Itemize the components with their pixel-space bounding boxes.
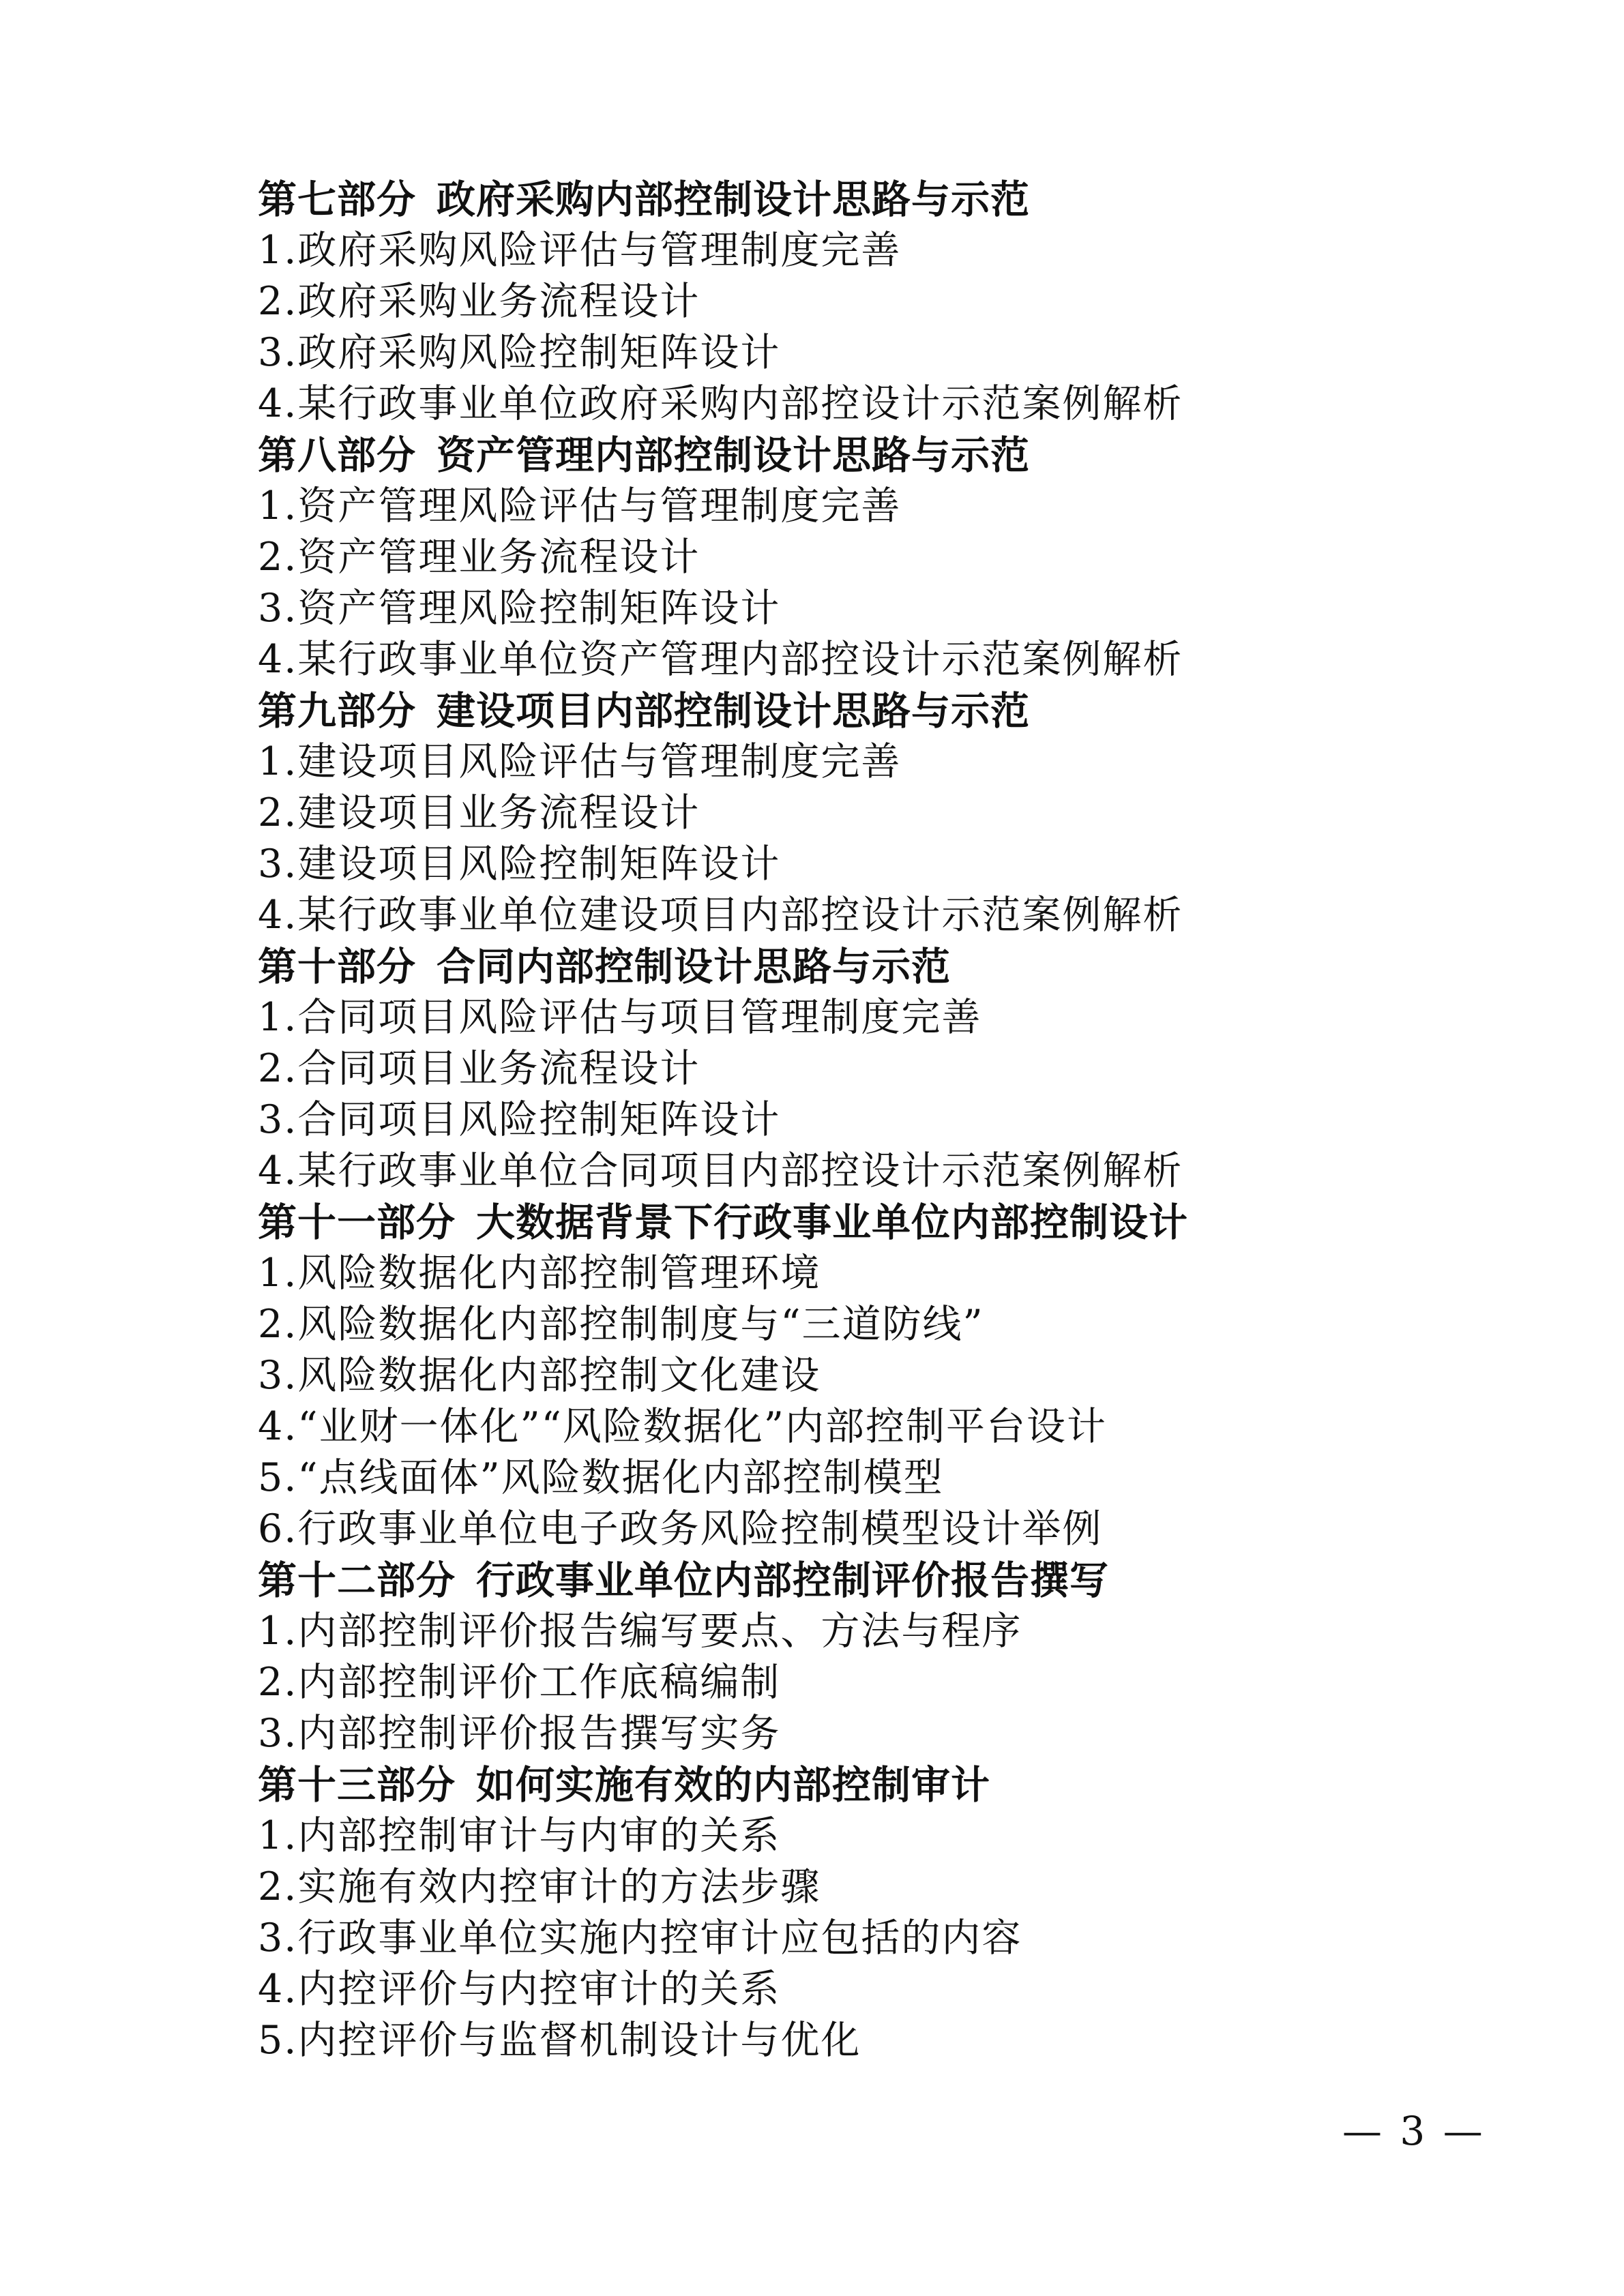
list-item: 5.“点线面体”风险数据化内部控制模型: [258, 1455, 944, 1500]
section-heading: [258, 1197, 1554, 1248]
list-item: 1.资产管理风险评估与管理制度完善: [258, 483, 902, 528]
section-heading: [258, 430, 1554, 481]
list-item: 3.资产管理风险控制矩阵设计: [258, 586, 781, 631]
list-item: 1.内部控制评价报告编写要点、方法与程序: [258, 1609, 1022, 1654]
section-title: 政府采购内部控制设计思路与示范: [437, 177, 1030, 222]
list-item: 2.建设项目业务流程设计: [258, 790, 700, 835]
list-item: 3.合同项目风险控制矩阵设计: [258, 1097, 781, 1142]
list-item: 2.政府采购业务流程设计: [258, 279, 700, 324]
list-item: 4.某行政事业单位政府采购内部控设计示范案例解析: [258, 381, 1183, 426]
section-number: 第十部分: [258, 944, 416, 989]
list-item: 3.政府采购风险控制矩阵设计: [258, 330, 781, 375]
section-title: 如何实施有效的内部控制审计: [476, 1762, 990, 1808]
list-item: 2.风险数据化内部控制制度与“三道防线”: [258, 1302, 984, 1347]
list-item: 5.内控评价与监督机制设计与优化: [258, 2018, 861, 2063]
list-item: 1.政府采购风险评估与管理制度完善: [258, 228, 902, 273]
section-title: 合同内部控制设计思路与示范: [437, 944, 951, 989]
list-item: 2.内部控制评价工作底稿编制: [258, 1660, 781, 1705]
list-item: 2.实施有效内控审计的方法步骤: [258, 1864, 821, 1909]
section-heading: [258, 174, 1554, 225]
section-number: 第九部分: [258, 688, 416, 734]
section-title: 行政事业单位内部控制评价报告撰写: [476, 1557, 1109, 1603]
section-number: 第十三部分: [258, 1762, 456, 1808]
list-item: 1.内部控制审计与内审的关系: [258, 1813, 781, 1858]
page-number: — 3 —: [1342, 2108, 1486, 2154]
list-item: 4.内控评价与内控审计的关系: [258, 1967, 781, 2012]
list-item: 3.内部控制评价报告撰写实务: [258, 1711, 781, 1756]
list-item: 3.建设项目风险控制矩阵设计: [258, 841, 781, 886]
list-item: 6.行政事业单位电子政务风险控制模型设计举例: [258, 1506, 1103, 1551]
section-number: 第十一部分: [258, 1199, 456, 1245]
list-item: 1.建设项目风险评估与管理制度完善: [258, 739, 902, 784]
section-title: 资产管理内部控制设计思路与示范: [437, 432, 1030, 478]
section-number: 第七部分: [258, 177, 416, 222]
list-item: 3.风险数据化内部控制文化建设: [258, 1353, 821, 1398]
list-item: 1.风险数据化内部控制管理环境: [258, 1251, 821, 1296]
section-heading: [258, 1759, 1554, 1810]
document-body: [258, 174, 1554, 2066]
list-item: 4.某行政事业单位建设项目内部控设计示范案例解析: [258, 893, 1183, 938]
list-item: 4.某行政事业单位资产管理内部控设计示范案例解析: [258, 637, 1183, 682]
list-item: 4.“业财一体化”“风险数据化”内部控制平台设计: [258, 1404, 1107, 1449]
list-item: 2.资产管理业务流程设计: [258, 535, 700, 580]
list-item: 3.行政事业单位实施内控审计应包括的内容: [258, 1915, 1022, 1960]
section-number: 第十二部分: [258, 1557, 456, 1603]
section-heading: [258, 941, 1554, 992]
section-number: 第八部分: [258, 432, 416, 478]
list-item: 4.某行政事业单位合同项目内部控设计示范案例解析: [258, 1148, 1183, 1193]
list-item: 1.合同项目风险评估与项目管理制度完善: [258, 995, 982, 1040]
section-title: 建设项目内部控制设计思路与示范: [437, 688, 1030, 734]
section-title: 大数据背景下行政事业单位内部控制设计: [476, 1199, 1188, 1245]
section-heading: [258, 1555, 1554, 1606]
list-item: 2.合同项目业务流程设计: [258, 1046, 700, 1091]
section-heading: [258, 685, 1554, 736]
